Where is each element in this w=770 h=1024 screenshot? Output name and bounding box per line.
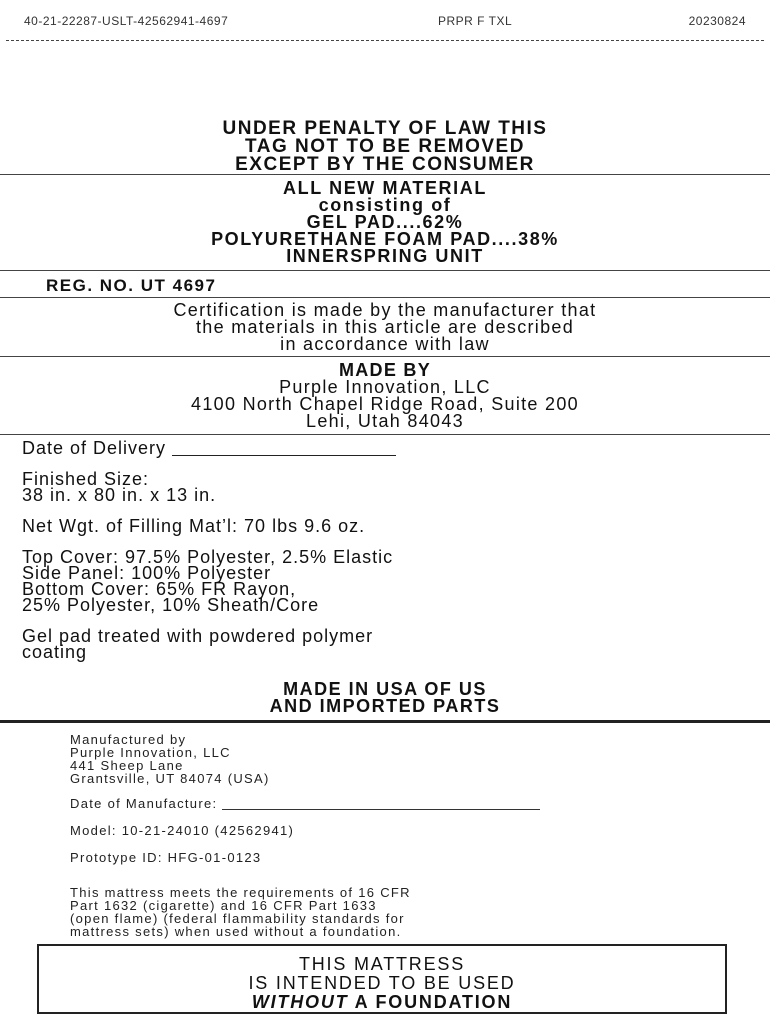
cert-line-3: in accordance with law (280, 334, 490, 354)
compliance-line-4: mattress sets) when used without a foundation. (70, 924, 402, 939)
mfg-line-3: 441 Sheep Lane (70, 758, 184, 773)
made-by-city: Lehi, Utah 84043 (306, 411, 464, 431)
prototype-id: Prototype ID: HFG-01-0123 (70, 850, 262, 865)
material-line-3: GEL PAD....62% (306, 212, 464, 232)
made-by-section (0, 362, 770, 430)
registration-number: REG. NO. UT 4697 (46, 276, 217, 295)
law-line-2: TAG NOT TO BE REMOVED (245, 136, 525, 157)
compliance-line-3: (open flame) (federal flammability standards for (70, 911, 405, 926)
law-line-1: UNDER PENALTY OF LAW THIS (222, 118, 548, 139)
mfg-line-1: Manufactured by (70, 732, 187, 747)
bottom-cover: Bottom Cover: 65% FR Rayon, (22, 579, 297, 599)
gel-note: Gel pad treated with powdered polymer (22, 626, 374, 646)
warning-line-2: IS INTENDED TO BE USED (248, 973, 516, 993)
material-section (0, 180, 770, 265)
made-by-title: MADE BY (338, 360, 432, 380)
finished-size-label: Finished Size: (22, 469, 150, 489)
origin-line-1: MADE IN USA OF US (283, 679, 487, 699)
perforation-line (6, 40, 764, 41)
top-cover: Top Cover: 97.5% Polyester, 2.5% Elastic (22, 547, 394, 567)
origin-line-2: AND IMPORTED PARTS (269, 696, 501, 716)
finished-size-value: 38 in. x 80 in. x 13 in. (22, 485, 217, 505)
delivery-date-blank (172, 443, 396, 456)
compliance-line-1: This mattress meets the requirements of 16 CFR (70, 885, 411, 900)
warning-line-3: A FOUNDATION (348, 992, 513, 1012)
divider (0, 434, 770, 435)
foundation-warning-box (37, 944, 727, 1014)
made-by-address: 4100 North Chapel Ridge Road, Suite 200 (191, 394, 579, 414)
manufacture-date-blank (222, 799, 540, 810)
origin-statement (0, 681, 770, 715)
law-notice (0, 120, 770, 174)
warning-emphasis: WITHOUT (251, 992, 349, 1012)
material-line-5: INNERSPRING UNIT (286, 246, 484, 266)
law-line-3: EXCEPT BY THE CONSUMER (235, 154, 535, 175)
made-by-company: Purple Innovation, LLC (279, 377, 491, 397)
divider (0, 174, 770, 175)
gel-note-cont: coating (22, 642, 88, 662)
divider (0, 297, 770, 298)
delivery-date-label: Date of Delivery (22, 438, 167, 458)
certification-statement (0, 302, 770, 353)
tag-date: 20230824 (688, 14, 746, 28)
thick-divider (0, 720, 770, 723)
warning-line-1: THIS MATTRESS (298, 954, 466, 974)
material-line-1: ALL NEW MATERIAL (283, 178, 487, 198)
tag-label: PRPR F TXL (438, 14, 513, 28)
manufacture-date-label: Date of Manufacture: (70, 796, 218, 811)
manufacturer-section (70, 733, 700, 948)
divider (0, 270, 770, 271)
bottom-cover-cont: 25% Polyester, 10% Sheath/Core (22, 595, 320, 615)
product-details (22, 440, 750, 675)
compliance-line-2: Part 1632 (cigarette) and 16 CFR Part 1633 (70, 898, 377, 913)
tag-code: 40-21-22287-USLT-42562941-4697 (24, 14, 229, 28)
tag-header (24, 14, 746, 30)
material-line-2: consisting of (318, 195, 452, 215)
mfg-line-2: Purple Innovation, LLC (70, 745, 231, 760)
net-weight: Net Wgt. of Filling Mat’l: 70 lbs 9.6 oz. (22, 516, 366, 536)
divider (0, 356, 770, 357)
mfg-line-4: Grantsville, UT 84074 (USA) (70, 771, 270, 786)
model-number: Model: 10-21-24010 (42562941) (70, 823, 295, 838)
cert-line-2: the materials in this article are described (195, 317, 575, 337)
side-panel: Side Panel: 100% Polyester (22, 563, 272, 583)
cert-line-1: Certification is made by the manufacturer that (173, 300, 597, 320)
material-line-4: POLYURETHANE FOAM PAD....38% (211, 229, 559, 249)
